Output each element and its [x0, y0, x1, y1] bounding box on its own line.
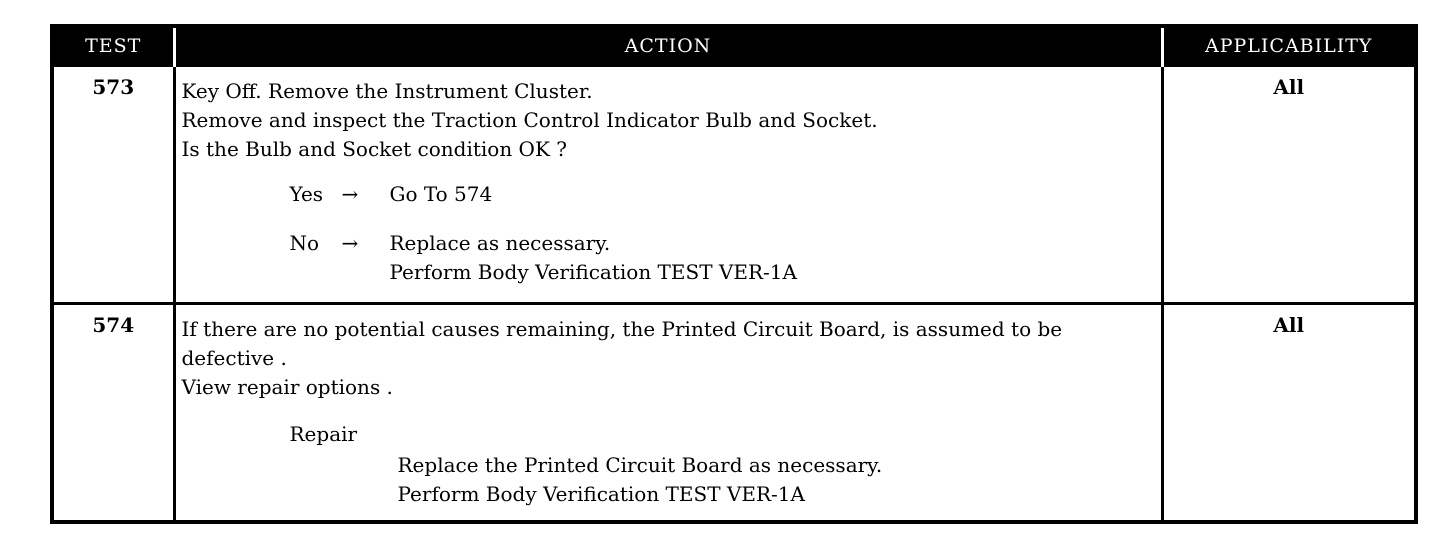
test-number: 574: [54, 304, 174, 520]
repair-line: Perform Body Verification TEST VER-1A: [397, 482, 805, 507]
applicability-value: All: [1162, 66, 1414, 304]
diagnostic-grid: [54, 28, 1414, 520]
header-test: TEST: [54, 28, 174, 66]
applicability-value: All: [1162, 304, 1414, 520]
action-line: Remove and inspect the Traction Control Indicator Bulb and Socket.: [181, 108, 878, 132]
repair-label: Repair: [289, 422, 358, 447]
header-applicability: APPLICABILITY: [1162, 28, 1414, 66]
answer-label: No: [289, 231, 320, 255]
test-number: 573: [54, 66, 174, 304]
repair-body: [398, 451, 1155, 509]
header-action: ACTION: [174, 28, 1162, 66]
table-row: [54, 66, 1414, 304]
action-line: Key Off. Remove the Instrument Cluster.: [181, 79, 593, 103]
response-text: Go To 574: [389, 182, 493, 206]
arrow-right-icon: →: [341, 231, 359, 255]
action-cell: [174, 304, 1162, 520]
action-line: If there are no potential causes remaining, the Printed Circuit Board, is assumed to be defective .: [181, 317, 1063, 371]
action-line: View repair options .: [181, 375, 393, 400]
response-no: [290, 229, 1155, 287]
diagnostic-table: [50, 24, 1418, 524]
response-text: Perform Body Verification TEST VER-1A: [389, 260, 797, 284]
table-row: [54, 304, 1414, 520]
repair-line: Replace the Printed Circuit Board as necessary.: [397, 453, 883, 478]
response-yes: [290, 180, 1155, 209]
response-text: Replace as necessary.: [389, 231, 611, 255]
action-cell: [174, 66, 1162, 304]
action-line: Is the Bulb and Socket condition OK ?: [181, 137, 567, 161]
header-row: [54, 28, 1414, 66]
arrow-right-icon: →: [341, 182, 359, 206]
answer-label: Yes: [289, 182, 324, 206]
